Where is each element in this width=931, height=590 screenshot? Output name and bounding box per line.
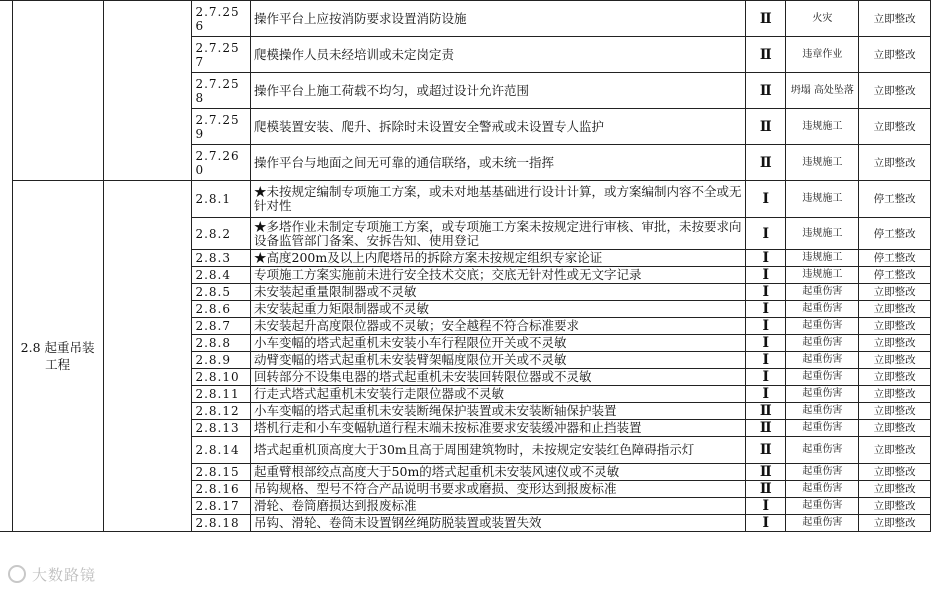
rectification-action: 立即整改	[859, 1, 931, 37]
item-number: 2.8.1	[192, 181, 251, 218]
item-number: 2.7.259	[192, 109, 251, 145]
rectification-action: 立即整改	[859, 481, 931, 498]
section-28-title: 2.8 起重吊装工程	[12, 181, 103, 532]
item-number: 2.7.258	[192, 73, 251, 109]
accident-type: 起重伤害	[786, 352, 859, 369]
watermark	[8, 564, 96, 585]
subsection-27-cell	[103, 1, 192, 181]
rectification-action: 立即整改	[859, 352, 931, 369]
item-number: 2.8.2	[192, 218, 251, 250]
accident-type: 起重伤害	[786, 403, 859, 420]
item-number: 2.8.13	[192, 420, 251, 437]
item-number: 2.8.4	[192, 267, 251, 284]
accident-type: 起重伤害	[786, 335, 859, 352]
watermark-icon	[8, 565, 26, 583]
accident-type: 违规施工	[786, 250, 859, 267]
accident-type: 起重伤害	[786, 420, 859, 437]
hazard-description: 起重臂根部绞点高度大于50m的塔式起重机未安装风速仪或不灵敏	[251, 464, 746, 481]
hazard-level: Ⅱ	[746, 109, 786, 145]
rectification-action: 立即整改	[859, 515, 931, 532]
accident-type: 违规施工	[786, 109, 859, 145]
item-number: 2.8.15	[192, 464, 251, 481]
hazard-description: 小车变幅的塔式起重机未安装小车行程限位开关或不灵敏	[251, 335, 746, 352]
hazard-description: 回转部分不设集电器的塔式起重机未安装回转限位器或不灵敏	[251, 369, 746, 386]
hazard-description: 动臂变幅的塔式起重机未安装臂架幅度限位开关或不灵敏	[251, 352, 746, 369]
item-number: 2.7.256	[192, 1, 251, 37]
rectification-action: 立即整改	[859, 335, 931, 352]
hazard-level: Ⅰ	[746, 369, 786, 386]
rectification-action: 立即整改	[859, 109, 931, 145]
item-number: 2.8.14	[192, 437, 251, 464]
hazard-level: Ⅱ	[746, 420, 786, 437]
rectification-action: 停工整改	[859, 181, 931, 218]
accident-type: 坍塌 高处坠落	[786, 73, 859, 109]
hazard-description: 吊钩规格、型号不符合产品说明书要求或磨损、变形达到报废标准	[251, 481, 746, 498]
hazard-level: Ⅰ	[746, 386, 786, 403]
hazard-level: Ⅰ	[746, 318, 786, 335]
hazard-level: Ⅱ	[746, 1, 786, 37]
hazard-level: Ⅱ	[746, 403, 786, 420]
hazard-description: 滑轮、卷筒磨损达到报废标准	[251, 498, 746, 515]
hazard-description: 操作平台上应按消防要求设置消防设施	[251, 1, 746, 37]
hazard-description: 塔式起重机顶高度大于30m且高于周围建筑物时，未按规定安装红色障碍指示灯	[251, 437, 746, 464]
rectification-action: 立即整改	[859, 145, 931, 181]
accident-type: 违规施工	[786, 267, 859, 284]
item-number: 2.8.16	[192, 481, 251, 498]
hazard-description: 未安装起重量限制器或不灵敏	[251, 284, 746, 301]
hazard-level: Ⅰ	[746, 181, 786, 218]
rectification-action: 立即整改	[859, 369, 931, 386]
item-number: 2.8.6	[192, 301, 251, 318]
rectification-action: 停工整改	[859, 267, 931, 284]
hazard-description: 吊钩、滑轮、卷筒未设置钢丝绳防脱装置或装置失效	[251, 515, 746, 532]
accident-type: 违规施工	[786, 181, 859, 218]
rectification-action: 立即整改	[859, 301, 931, 318]
hazard-description: 未安装起重力矩限制器或不灵敏	[251, 301, 746, 318]
item-number: 2.8.17	[192, 498, 251, 515]
rectification-action: 立即整改	[859, 284, 931, 301]
subsection-28-cell	[103, 181, 192, 532]
accident-type: 起重伤害	[786, 464, 859, 481]
accident-type: 起重伤害	[786, 318, 859, 335]
hazard-level: Ⅰ	[746, 515, 786, 532]
accident-type: 起重伤害	[786, 284, 859, 301]
section-27-cell	[12, 1, 103, 181]
rectification-action: 立即整改	[859, 420, 931, 437]
hazard-description: 塔机行走和小车变幅轨道行程末端未按标准要求安装缓冲器和止挡装置	[251, 420, 746, 437]
hazard-description: 爬模操作人员未经培训或未定岗定责	[251, 37, 746, 73]
accident-type: 起重伤害	[786, 481, 859, 498]
item-number: 2.8.12	[192, 403, 251, 420]
item-number: 2.8.3	[192, 250, 251, 267]
hazard-description: 未安装起升高度限位器或不灵敏；安全越程不符合标准要求	[251, 318, 746, 335]
hazard-level: Ⅱ	[746, 464, 786, 481]
hazard-level: Ⅰ	[746, 352, 786, 369]
left-margin-cell	[0, 1, 12, 532]
rectification-action: 立即整改	[859, 386, 931, 403]
table-row	[0, 1, 931, 37]
accident-type: 起重伤害	[786, 498, 859, 515]
item-number: 2.8.18	[192, 515, 251, 532]
watermark-text: 大数路镜	[32, 566, 97, 584]
accident-type: 违规施工	[786, 218, 859, 250]
rectification-action: 立即整改	[859, 498, 931, 515]
hazard-description: 操作平台与地面之间无可靠的通信联络，或未统一指挥	[251, 145, 746, 181]
rectification-action: 立即整改	[859, 403, 931, 420]
rectification-action: 立即整改	[859, 73, 931, 109]
hazard-description: 小车变幅的塔式起重机未安装断绳保护装置或未安装断轴保护装置	[251, 403, 746, 420]
hazard-level: Ⅱ	[746, 481, 786, 498]
item-number: 2.8.5	[192, 284, 251, 301]
table-row	[0, 181, 931, 218]
hazard-description: ★未按规定编制专项施工方案，或未对地基基础进行设计计算，或方案编制内容不全或无针对性	[251, 181, 746, 218]
accident-type: 违规施工	[786, 145, 859, 181]
hazard-level: Ⅰ	[746, 498, 786, 515]
rectification-action: 停工整改	[859, 250, 931, 267]
rectification-action: 立即整改	[859, 437, 931, 464]
rectification-action: 立即整改	[859, 37, 931, 73]
rectification-action: 立即整改	[859, 464, 931, 481]
hazard-level: Ⅰ	[746, 335, 786, 352]
item-number: 2.7.260	[192, 145, 251, 181]
hazard-level: Ⅰ	[746, 301, 786, 318]
hazard-level: Ⅰ	[746, 284, 786, 301]
accident-type: 起重伤害	[786, 369, 859, 386]
hazard-level: Ⅱ	[746, 437, 786, 464]
hazard-description: 专项施工方案实施前未进行安全技术交底；交底无针对性或无文字记录	[251, 267, 746, 284]
rectification-action: 停工整改	[859, 218, 931, 250]
hazard-description: ★高度200m及以上内爬塔吊的拆除方案未按规定组织专家论证	[251, 250, 746, 267]
item-number: 2.8.8	[192, 335, 251, 352]
hazard-description: 爬模装置安装、爬升、拆除时未设置安全警戒或未设置专人监护	[251, 109, 746, 145]
accident-type: 起重伤害	[786, 515, 859, 532]
hazard-level: Ⅰ	[746, 218, 786, 250]
hazard-description: 操作平台上施工荷载不均匀，或超过设计允许范围	[251, 73, 746, 109]
accident-type: 起重伤害	[786, 437, 859, 464]
hazard-level: Ⅰ	[746, 267, 786, 284]
hazard-level: Ⅰ	[746, 250, 786, 267]
item-number: 2.8.9	[192, 352, 251, 369]
rectification-action: 立即整改	[859, 318, 931, 335]
accident-type: 起重伤害	[786, 301, 859, 318]
item-number: 2.8.7	[192, 318, 251, 335]
accident-type: 火灾	[786, 1, 859, 37]
item-number: 2.7.257	[192, 37, 251, 73]
hazard-description: 行走式塔式起重机未安装行走限位器或不灵敏	[251, 386, 746, 403]
hazard-level: Ⅱ	[746, 73, 786, 109]
hazard-description: ★多塔作业未制定专项施工方案，或专项施工方案未按规定进行审核、审批，未按要求向设备监管部门备案、安拆告知、使用登记	[251, 218, 746, 250]
item-number: 2.8.10	[192, 369, 251, 386]
hazard-level: Ⅱ	[746, 145, 786, 181]
accident-type: 违章作业	[786, 37, 859, 73]
accident-type: 起重伤害	[786, 386, 859, 403]
hazard-level: Ⅱ	[746, 37, 786, 73]
item-number: 2.8.11	[192, 386, 251, 403]
